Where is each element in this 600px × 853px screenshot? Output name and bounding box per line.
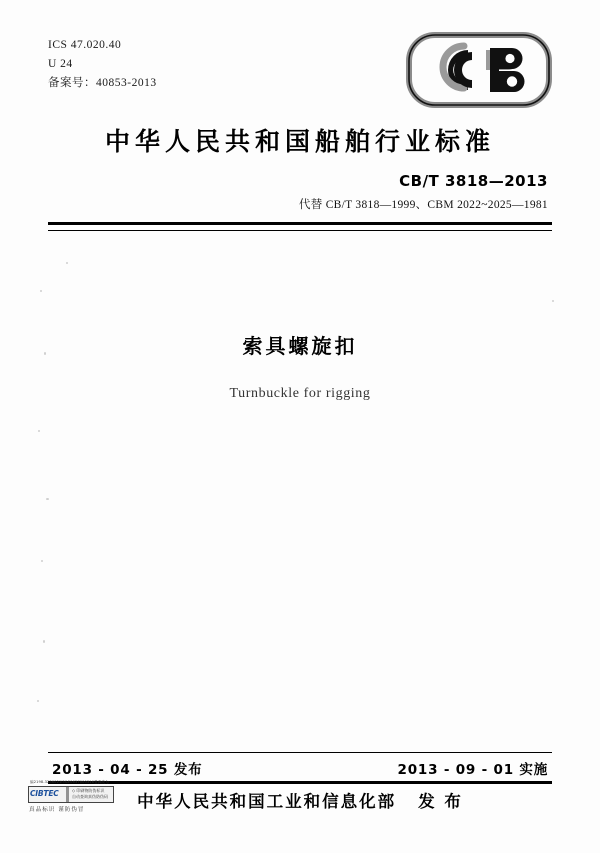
divider-top-thick <box>48 222 552 225</box>
publisher-line <box>48 788 552 812</box>
cb-logo <box>406 32 552 108</box>
record-number: 备案号：40853-2013 <box>48 77 157 89</box>
anti-counterfeit-seal <box>28 780 114 820</box>
seal-barcode-icon <box>66 787 70 802</box>
scan-speck <box>552 300 554 302</box>
scan-speck <box>41 560 43 562</box>
replaced-standards: 代替 CB/T 3818—1999、CBM 2022~2025—1981 <box>298 199 548 211</box>
ics-number: ICS 47.020.40 <box>48 39 122 51</box>
scan-speck <box>66 262 68 264</box>
seal-lines <box>72 788 108 800</box>
scan-speck <box>44 352 46 355</box>
standard-code: CB/T 3818—2013 <box>399 172 548 190</box>
seal-code: 编2198-3236021I5&E0637000316竖真改为 <box>30 780 109 784</box>
seal-line-1: ◇ 印刷物防伪标识 <box>72 788 105 793</box>
classification-code: U 24 <box>48 58 73 70</box>
scan-speck <box>40 290 42 292</box>
seal-line-2: 自动查询真伪防伪码 <box>72 794 108 799</box>
publisher-action: 发 布 <box>418 792 463 811</box>
divider-top-thin <box>48 230 552 231</box>
seal-subtext: 真品标识 谨防伪冒 <box>29 807 85 813</box>
scan-speck <box>46 498 49 500</box>
divider-footer-thick <box>48 781 552 784</box>
subject-title-cn: 索具螺旋扣 <box>242 334 358 358</box>
divider-footer-thin <box>48 752 552 753</box>
implementation-date: 2013 - 09 - 01 实施 <box>397 762 548 778</box>
scan-speck <box>43 640 45 643</box>
scan-speck <box>37 700 39 702</box>
issue-date: 2013 - 04 - 25 发布 <box>52 762 203 778</box>
ics-block <box>48 36 157 93</box>
document-header <box>48 36 552 116</box>
publisher-name: 中华人民共和国工业和信息化部 <box>137 792 397 811</box>
seal-brand: CIBTEC <box>30 789 59 798</box>
subject-title-en: Turnbuckle for rigging <box>229 386 371 401</box>
standard-title: 中华人民共和国船舶行业标准 <box>104 127 495 156</box>
scan-speck <box>38 430 40 432</box>
